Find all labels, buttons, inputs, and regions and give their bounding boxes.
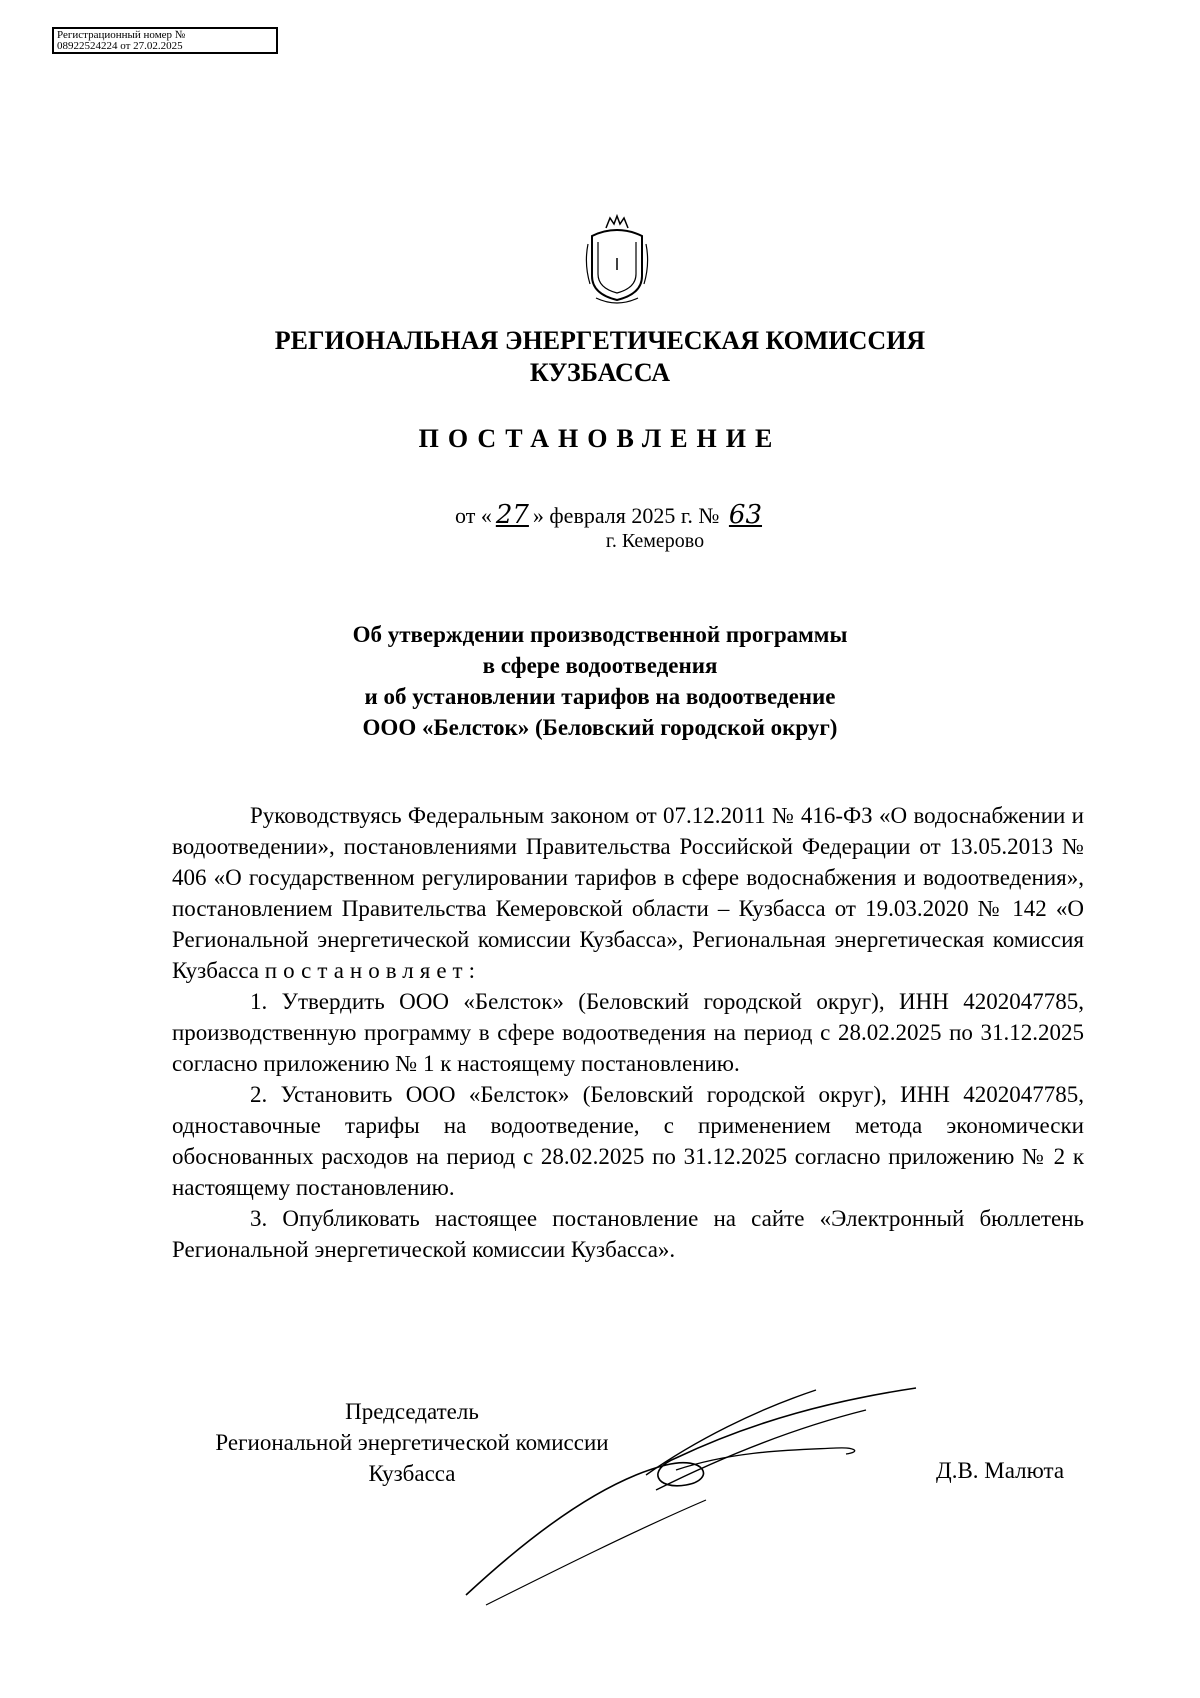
decree-word: постановляет: — [264, 958, 481, 983]
preamble-text: Руководствуясь Федеральным законом от 07.12.2011 № 416-ФЗ «О водоснабжении и водоотведении», постановлениями Правительства Российской Федерации от 13.05.2013 № 406 «О государственном регулировании тарифов в сфере водоснабжения и водоотведения», постановлением Правительства Кемеровской области – Кузбасса от 19.03.2020 № 142 «О Региональной энергетической комиссии Кузбасса», Региональная энергетическая комиссия Кузбасса — [172, 803, 1084, 983]
item-2: 2. Установить ООО «Белсток» (Беловский городской округ), ИНН 4202047785, одноставочные тарифы на водоотведение, с применением метода экономически обоснованных расходов на период с 28.02.2025 по 31.12.2025 согласно приложению № 2 к настоящему постановлению. — [172, 1082, 1084, 1200]
signatory-title-line-1: Председатель — [345, 1399, 479, 1424]
date-prefix: от « — [455, 503, 492, 528]
preamble-paragraph — [172, 800, 1084, 986]
date-day: 27 — [495, 500, 529, 530]
item-1: 1. Утвердить ООО «Белсток» (Беловский городской округ), ИНН 4202047785, производственную программу в сфере водоотведения на период с 28.02.2025 по 31.12.2025 согласно приложению № 1 к настоящему постановлению. — [172, 989, 1084, 1076]
city: г. Кемерово — [605, 530, 705, 552]
item-3: 3. Опубликовать настоящее постановление на сайте «Электронный бюллетень Региональной энергетической комиссии Кузбасса». — [172, 1206, 1084, 1262]
signatory-name: Д.В. Малюта — [936, 1458, 1065, 1483]
coat-of-arms-icon — [584, 214, 650, 304]
subject-line-1: Об утверждении производственной программы — [352, 622, 848, 647]
document-type: ПОСТАНОВЛЕНИЕ — [418, 424, 782, 453]
document-number: 63 — [728, 500, 763, 530]
subject-line-2: в сфере водоотведения — [482, 653, 718, 678]
signatory-title-line-2: Региональной энергетической комиссии — [215, 1430, 609, 1455]
registration-line-2: 08922524224 от 27.02.2025 — [57, 40, 183, 52]
handwritten-signature — [456, 1380, 936, 1620]
subject-line-4: ООО «Белсток» (Беловский городской округ) — [362, 715, 838, 740]
signatory-title-line-3: Кузбасса — [368, 1461, 456, 1486]
document-body — [172, 800, 1084, 1265]
date-line — [455, 500, 766, 530]
org-name-line-1: РЕГИОНАЛЬНАЯ ЭНЕРГЕТИЧЕСКАЯ КОМИССИЯ — [274, 326, 926, 355]
date-middle: » февраля 2025 г. № — [532, 503, 720, 528]
document-subject — [0, 619, 1200, 743]
registration-stamp — [52, 27, 278, 54]
org-name-line-2: КУЗБАССА — [529, 358, 671, 387]
subject-line-3: и об установлении тарифов на водоотведение — [364, 684, 836, 709]
registration-line-1: Регистрационный номер № — [57, 29, 186, 41]
